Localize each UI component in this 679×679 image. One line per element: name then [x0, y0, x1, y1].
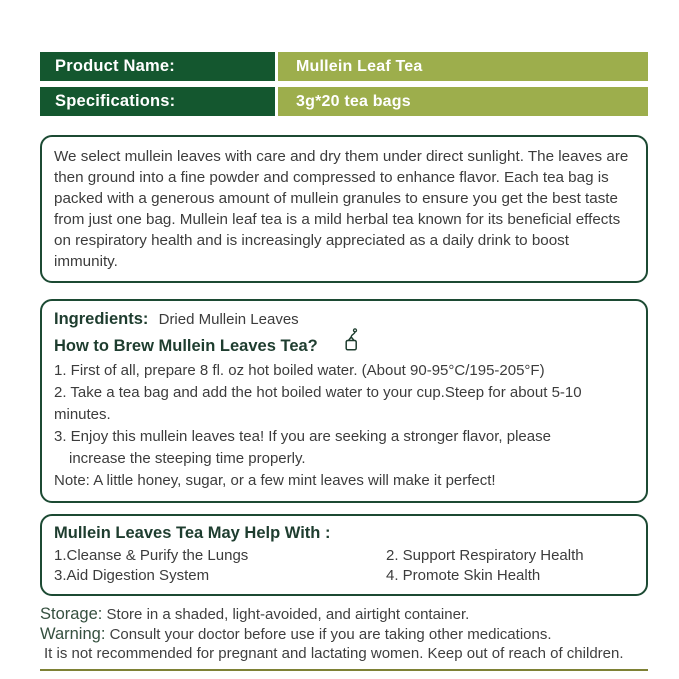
- benefit-respiratory: 2. Support Respiratory Health: [386, 547, 584, 564]
- ingredients-label: Ingredients:: [54, 310, 149, 328]
- warning-line: [40, 625, 648, 645]
- brew-title: How to Brew Mullein Leaves Tea?: [54, 336, 318, 355]
- benefit-row-2: [54, 566, 634, 586]
- specifications-label: Specifications:: [40, 87, 275, 116]
- specifications-row: [40, 87, 648, 116]
- brew-note: Note: A little honey, sugar, or a few mint leaves will make it perfect!: [54, 472, 496, 489]
- storage-text: Store in a shaded, light-avoided, and airtight container.: [106, 606, 470, 623]
- brew-step-2: 2. Take a tea bag and add the hot boiled water to your cup.Steep for about 5-10 minutes.: [54, 384, 582, 423]
- benefit-digestion: 3.Aid Digestion System: [54, 566, 210, 584]
- description-text: We select mullein leaves with care and dry them under direct sunlight. The leaves are then ground into a fine powder and compressed to enhance flavor. Each tea bag is packed with a generous amount of mullein granules to ensure you get the best taste from just one bag. Mullein leaf tea is a mild herbal tea known for its beneficial effects on respiratory health and is increasingly appreciated as a daily drink to boost immunity.: [54, 148, 629, 270]
- benefits-box: [40, 514, 648, 596]
- brew-step-1: 1. First of all, prepare 8 fl. oz hot boiled water. (About 90-95°C/195-205°F): [54, 362, 545, 379]
- description-box: [40, 135, 648, 283]
- product-name-value: Mullein Leaf Tea: [278, 52, 648, 81]
- bottom-divider: [40, 669, 648, 671]
- benefit-lungs: 1.Cleanse & Purify the Lungs: [54, 547, 249, 564]
- brew-title-line: [54, 331, 634, 360]
- storage-warning-section: [40, 605, 648, 671]
- teabag-icon: [344, 328, 360, 360]
- brew-step-3-continued: increase the steeping time properly.: [69, 450, 306, 467]
- product-name-row: [40, 52, 648, 81]
- warning-text: Consult your doctor before use if you are taking other medications.: [109, 625, 552, 643]
- specifications-value: 3g*20 tea bags: [278, 87, 648, 116]
- warning-label: Warning:: [40, 624, 106, 643]
- benefit-row-1: [54, 546, 634, 566]
- brew-box: [40, 299, 648, 503]
- storage-line: [40, 605, 648, 625]
- label-content: [40, 52, 648, 671]
- product-name-label: Product Name:: [40, 52, 275, 81]
- ingredients-value: Dried Mullein Leaves: [158, 311, 299, 328]
- benefit-skin: 4. Promote Skin Health: [386, 566, 541, 584]
- benefits-title: Mullein Leaves Tea May Help With :: [54, 524, 331, 542]
- storage-label: Storage:: [40, 605, 103, 623]
- brew-step-3: 3. Enjoy this mullein leaves tea! If you are seeking a stronger flavor, please: [54, 428, 551, 445]
- warning-text-continued: It is not recommended for pregnant and lactating women. Keep out of reach of children.: [44, 645, 624, 662]
